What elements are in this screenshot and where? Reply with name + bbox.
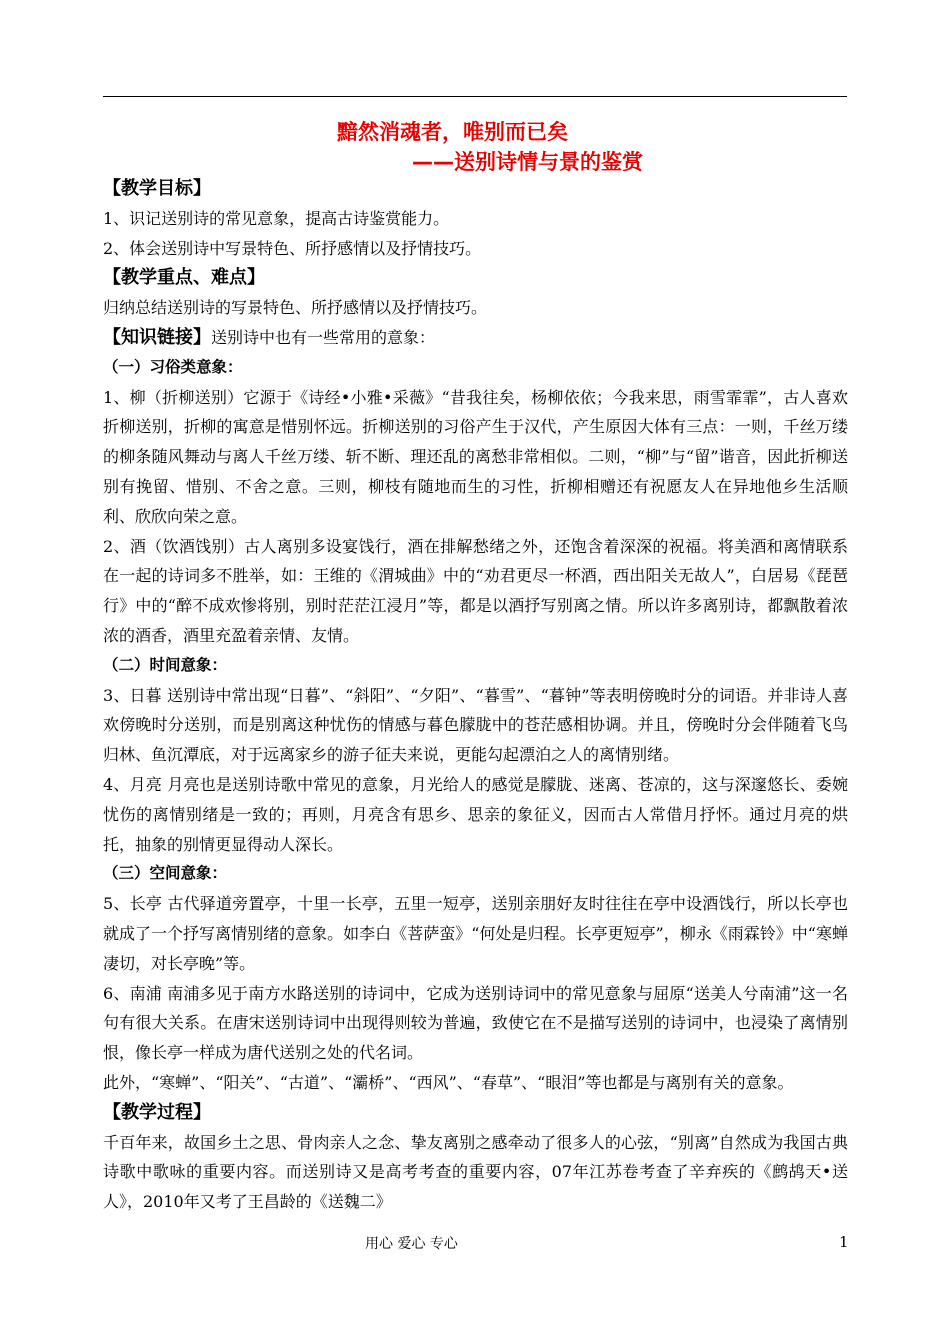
space-imagery-heading: （三）空间意象： <box>103 864 228 883</box>
knowledge-link-heading: 【知识链接】 <box>103 326 211 348</box>
header-rule <box>103 96 847 97</box>
page-number: 1 <box>839 1233 849 1251</box>
page-subtitle: ——送别诗情与景的鉴赏 <box>412 150 643 174</box>
key-points-heading: 【教学重点、难点】 <box>103 267 265 289</box>
imagery-willow: 1、柳（折柳送别）它源于《诗经•小雅•采薇》“昔我往矣，杨柳依依；今我来思，雨雪霏霏”，古人喜欢折柳送别，折柳的寓意是惜别怀远。折柳送别的习俗产生于汉代，产生原因大体有三点：一则，千丝万缕的柳条随风舞动与离人千丝万缕、斩不断、理还乱的离愁非常相似。二则，“柳”与“留”谐音，因此折柳送别有挽留、惜别、不舍之意。三则，柳枝有随地而生的习性，折柳相赠还有祝愿友人在异地他乡生活顺利、欣欣向荣之意。 <box>103 387 848 526</box>
imagery-moon: 4、月亮 月亮也是送别诗歌中常见的意象，月光给人的感觉是朦胧、迷离、苍凉的，这与深邃悠长、委婉忧伤的离情别绪是一致的；再则，月亮含有思乡、思亲的象征义，因而古人常借月抒怀。通过月亮的烘托，抽象的别情更显得动人深长。 <box>103 774 848 854</box>
knowledge-link-text: 送别诗中也有一些常用的意象： <box>211 327 436 347</box>
process-heading: 【教学过程】 <box>103 1101 211 1123</box>
imagery-other: 此外，“寒蝉”、“阳关”、“古道”、“灞桥”、“西风”、“春草”、“眼泪”等也都是与离别有关的意象。 <box>103 1072 794 1092</box>
key-points-text: 归纳总结送别诗的写景特色、所抒感情以及抒情技巧。 <box>103 298 488 318</box>
time-imagery-heading: （二）时间意象： <box>103 655 228 674</box>
process-text: 千百年来，故国乡土之思、骨肉亲人之念、挚友离别之感牵动了很多人的心弦，“别离”自然成为我国古典诗歌中歌咏的重要内容。而送别诗又是高考考查的重要内容，07年江苏卷考查了辛弃疾的《鹧鸪天•送人》，2010年又考了王昌龄的《送魏二》 <box>103 1132 848 1212</box>
custom-imagery-heading: （一）习俗类意象： <box>103 357 243 376</box>
goals-heading: 【教学目标】 <box>103 178 211 199</box>
imagery-wine: 2、酒（饮酒饯别）古人离别多设宴饯行，酒在排解愁绪之外，还饱含着深深的祝福。将美酒和离情联系在一起的诗词多不胜举，如：王维的《渭城曲》中的“劝君更尽一杯酒，西出阳关无故人”，白居易《琵琶行》中的“醉不成欢惨将别，别时茫茫江浸月”等，都是以酒抒写别离之情。所以许多离别诗，都飘散着浓浓的酒香，酒里充盈着亲情、友情。 <box>103 536 848 645</box>
imagery-nanpu: 6、南浦 南浦多见于南方水路送别的诗词中，它成为送别诗词中的常见意象与屈原“送美人兮南浦”这一名句有很大关系。在唐宋送别诗词中出现得则较为普遍，致使它在不是描写送别的诗词中，也浸染了离情别恨，像长亭一样成为唐代送别之处的代名词。 <box>103 983 848 1063</box>
document-body <box>103 174 848 1217</box>
imagery-pavilion: 5、长亭 古代驿道旁置亭，十里一长亭，五里一短亭，送别亲朋好友时往往在亭中设酒饯行，所以长亭也就成了一个抒写离情别绪的意象。如李白《菩萨蛮》“何处是归程。长亭更短亭”，柳永《雨霖铃》中“寒蝉凄切，对长亭晚”等。 <box>103 894 848 973</box>
goal-2: 2、体会送别诗中写景特色、所抒感情以及抒情技巧。 <box>103 238 482 258</box>
imagery-dusk: 3、日暮 送别诗中常出现“日暮”、“斜阳”、“夕阳”、“暮雪”、“暮钟”等表明傍晚时分的词语。并非诗人喜欢傍晚时分送别，而是别离这种忧伤的情感与暮色朦胧中的苍茫感相协调。并且，傍晚时分会伴随着飞鸟归林、鱼沉潭底，对于远离家乡的游子征夫来说，更能勾起漂泊之人的离情别绪。 <box>103 685 848 765</box>
knowledge-link-line <box>103 323 848 353</box>
page-title: 黯然消魂者，唯别而已矣 <box>337 120 568 144</box>
goal-1: 1、识记送别诗的常见意象，提高古诗鉴赏能力。 <box>103 208 450 228</box>
footer-motto: 用心 爱心 专心 <box>365 1236 458 1252</box>
